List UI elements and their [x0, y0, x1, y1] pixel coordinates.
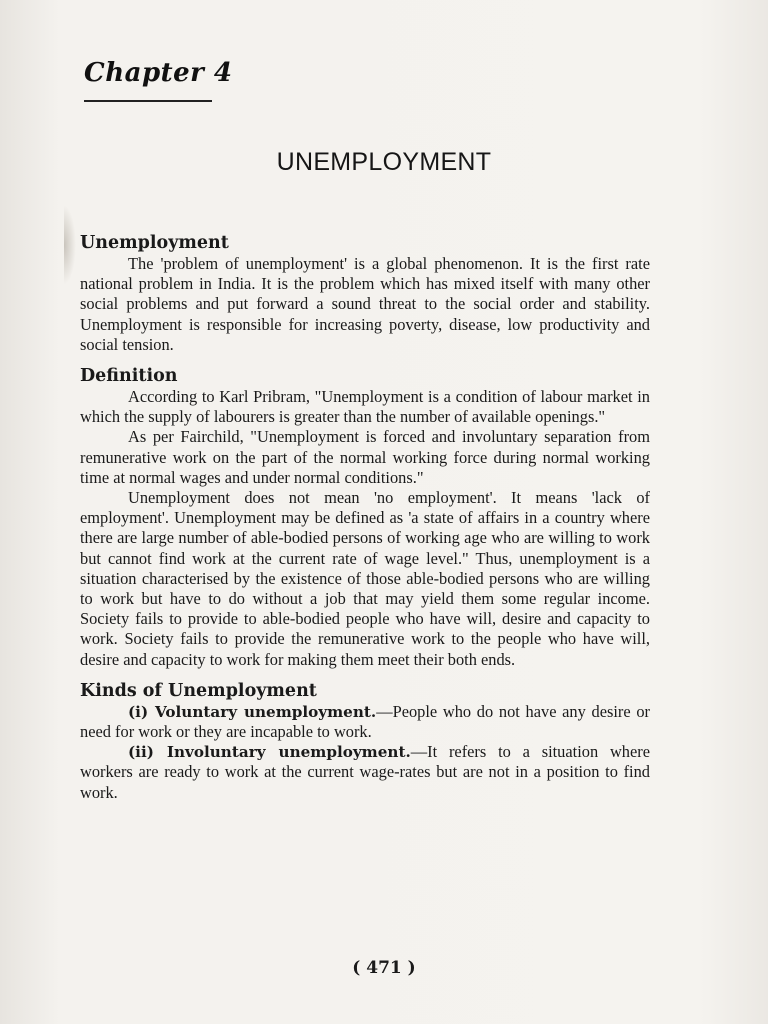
- paragraph-unemployment-intro: The 'problem of unemployment' is a global phenomenon. It is the first rate national problem in India. It is the problem which has mixed itself with many other social problems and put forward a sound threat to the social order and stability. Unemployment is responsible for increasing poverty, disease, low productivity and social tension.: [80, 254, 650, 354]
- item-label-voluntary: (i) Voluntary unemployment.: [128, 702, 377, 721]
- page-title: UNEMPLOYMENT: [276, 148, 492, 176]
- chapter-label: Chapter 4: [84, 58, 233, 88]
- list-item-involuntary: [80, 742, 650, 803]
- paragraph-definition-meaning: Unemployment does not mean 'no employment'. It means 'lack of employment'. Unemployment may be defined as 'a state of affairs in a country where there are large number of able-bodied persons of working age who are willing to work but cannot find work at the current rate of wage level." Thus, unemployment is a situation characterised by the existence of those able-bodied persons who are willing to work but have to do without a job that may yield them some regular income. Society fails to provide to able-bodied people who have will, desire and capacity to work. Society fails to provide the remunerative work to the people who have will, desire and capacity to work for making them meet their both ends.: [80, 488, 650, 669]
- chapter-underline: [84, 100, 212, 102]
- body-text: [80, 232, 650, 803]
- paragraph-definition-fairchild: As per Fairchild, "Unemployment is forced and involuntary separation from remunerative work on the part of the normal working force during normal working time at normal wages and under normal conditions.": [80, 427, 650, 487]
- section-heading-unemployment: Unemployment: [80, 233, 229, 253]
- item-label-involuntary: (ii) Involuntary unemployment.: [128, 743, 411, 762]
- section-heading-kinds: Kinds of Unemployment: [80, 680, 317, 701]
- paragraph-definition-pribram: According to Karl Pribram, "Unemployment is a condition of labour market in which the supply of labourers is greater than the number of available openings.": [80, 387, 650, 427]
- list-item-voluntary: [80, 702, 650, 742]
- item-text-involuntary: —It refers to a situation where workers are ready to work at the current wage-rates but are not in a position to find work.: [80, 742, 650, 802]
- item-text-voluntary: —People who do not have any desire or need for work or they are incapable to work.: [80, 701, 650, 742]
- page-shadow: [64, 205, 76, 285]
- page-number: ( 471 ): [352, 958, 416, 978]
- section-heading-definition: Definition: [80, 366, 178, 387]
